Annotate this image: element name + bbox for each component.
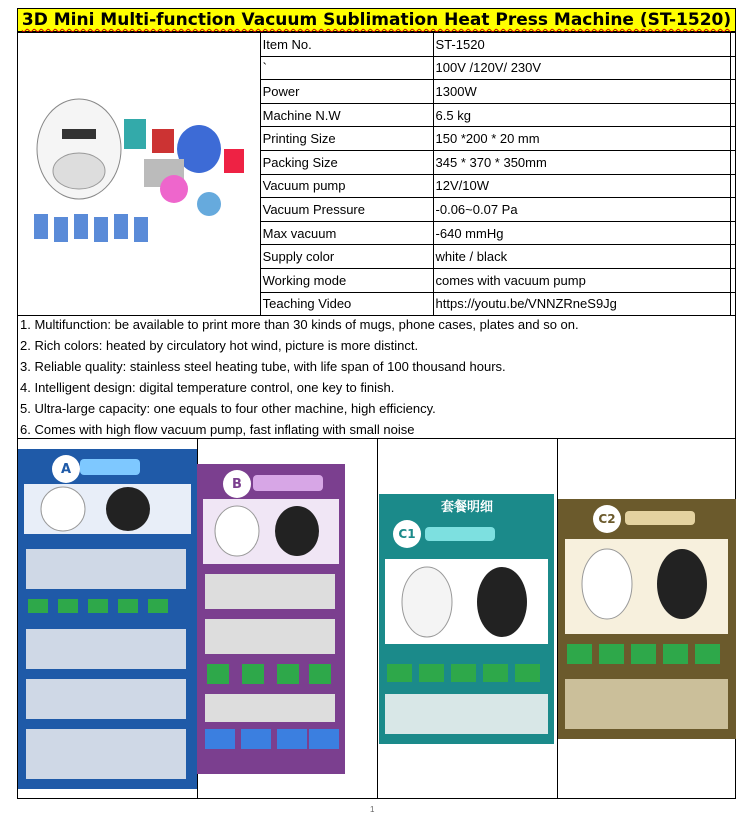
features-list — [17, 314, 736, 439]
package-c2-image — [557, 439, 737, 798]
product-image-cell — [18, 33, 261, 316]
spec-value: 6.5 kg — [433, 103, 730, 127]
package-c2-badge: C2 — [598, 512, 616, 526]
spec-value: -0.06~0.07 Pa — [433, 198, 730, 222]
spec-blank — [731, 174, 736, 198]
feature-item: 2. Rich colors: heated by circulatory hot wind, picture is more distinct. — [20, 338, 419, 353]
spec-value: 12V/10W — [433, 174, 730, 198]
spec-key: Packing Size — [260, 150, 433, 174]
spec-key: Item No. — [260, 33, 433, 57]
spec-key: Teaching Video — [260, 292, 433, 316]
spec-blank — [731, 127, 736, 151]
spec-blank — [731, 80, 736, 104]
package-b-image — [197, 439, 377, 798]
spec-key: Machine N.W — [260, 103, 433, 127]
spec-key: Max vacuum — [260, 221, 433, 245]
spec-value: -640 mmHg — [433, 221, 730, 245]
feature-item: 5. Ultra-large capacity: one equals to four other machine, high efficiency. — [20, 401, 436, 416]
package-c1-header: 套餐明细 — [440, 500, 494, 515]
spec-key: Power — [260, 80, 433, 104]
panel-cell-c1 — [377, 439, 558, 798]
spec-value: 150 *200 * 20 mm — [433, 127, 730, 151]
spec-blank — [731, 198, 736, 222]
spec-value: white / black — [433, 245, 730, 269]
spec-table — [17, 32, 736, 316]
spec-value: ST-1520 — [433, 33, 730, 57]
spec-key: Supply color — [260, 245, 433, 269]
spec-key: Printing Size — [260, 127, 433, 151]
page-number: 1 — [370, 805, 375, 814]
package-c1-badge: C1 — [398, 527, 416, 541]
feature-item: 6. Comes with high flow vacuum pump, fast inflating with small noise — [20, 422, 415, 437]
spec-blank — [731, 292, 736, 316]
spec-blank — [731, 103, 736, 127]
package-a-badge: A — [60, 462, 72, 477]
spec-blank — [731, 56, 736, 80]
panel-cell-c2 — [557, 439, 737, 798]
spec-blank — [731, 268, 736, 292]
panel-cell-a — [18, 439, 198, 798]
spec-key: ` — [260, 56, 433, 80]
spec-key: Vacuum Pressure — [260, 198, 433, 222]
feature-item: 3. Reliable quality: stainless steel heating tube, with life span of 100 thousand hours. — [20, 359, 506, 374]
spec-value: 345 * 370 * 350mm — [433, 150, 730, 174]
spec-blank — [731, 150, 736, 174]
spec-key: Working mode — [260, 268, 433, 292]
spec-value: comes with vacuum pump — [433, 268, 730, 292]
document-title: 3D Mini Multi-function Vacuum Sublimation Heat Press Machine (ST-1520) — [17, 8, 736, 32]
feature-item: 4. Intelligent design: digital temperature control, one key to finish. — [20, 380, 395, 395]
panel-cell-b — [197, 439, 378, 798]
spec-value: 1300W — [433, 80, 730, 104]
spec-value[interactable]: https://youtu.be/VNNZRneS9Jg — [433, 292, 730, 316]
feature-item: 1. Multifunction: be available to print more than 30 kinds of mugs, phone cases, plates and so on. — [20, 317, 579, 332]
package-a-image — [18, 439, 197, 798]
spec-key: Vacuum pump — [260, 174, 433, 198]
spec-blank — [731, 245, 736, 269]
spec-blank — [731, 33, 736, 57]
product-photo — [24, 89, 254, 259]
package-c1-image — [377, 439, 557, 798]
spec-value: 100V /120V/ 230V — [433, 56, 730, 80]
package-b-badge: B — [232, 477, 242, 492]
package-panels — [17, 439, 736, 799]
spec-row — [18, 33, 736, 57]
spec-blank — [731, 221, 736, 245]
